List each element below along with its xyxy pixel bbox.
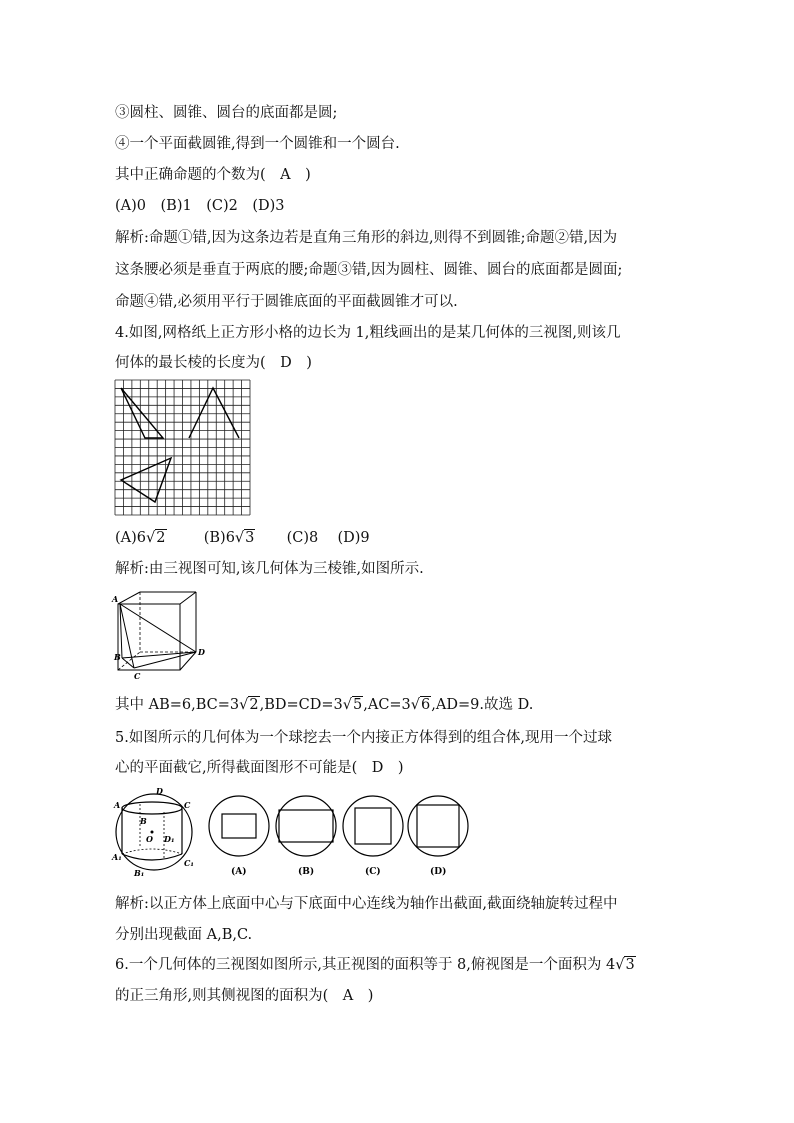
vertex-label-c1: C₁ <box>184 858 194 868</box>
center-label-o: O <box>146 834 153 844</box>
question-5-text: 心的平面截它,所得截面图形不可能是( D ) <box>115 760 404 776</box>
sqrt-sign: √2 <box>146 530 166 546</box>
section-option-figures <box>208 794 473 878</box>
cube-pyramid-figure <box>112 590 212 680</box>
explanation-line: 解析:命题①错,因为这条边若是直角三角形的斜边,则得不到圆锥;命题②错,因为 <box>115 230 618 246</box>
vertex-label-d: D <box>156 786 163 796</box>
vertex-label-a: A <box>112 594 119 604</box>
vertex-label-d: D <box>198 647 205 657</box>
explanation-line: 命题④错,必须用平行于圆锥底面的平面截圆锥才可以. <box>115 294 458 310</box>
explanation-line: 分别出现截面 A,B,C. <box>115 927 253 943</box>
explanation-line: 解析:以正方体上底面中心与下底面中心连线为轴作出截面,截面绕轴旋转过程中 <box>115 896 618 912</box>
option-label-a: (A) <box>231 867 247 877</box>
sqrt-sign: √3 <box>234 530 255 546</box>
three-view-grid-figure <box>115 380 251 516</box>
sqrt-sign: √5 <box>342 697 363 713</box>
vertex-label-a1: A₁ <box>112 852 122 862</box>
text-line: ③圆柱、圆锥、圆台的底面都是圆; <box>115 105 338 121</box>
vertex-label-b1: B₁ <box>134 868 145 878</box>
explanation-line: 解析:由三视图可知,该几何体为三棱锥,如图所示. <box>115 561 424 577</box>
answer-options: (A)0 (B)1 (C)2 (D)3 <box>115 198 285 214</box>
question-4-options <box>115 528 370 548</box>
option-b: (B)6√3 <box>203 530 255 546</box>
question-6-text: 6.一个几何体的三视图如图所示,其正视图的面积等于 8,俯视图是一个面积为 4√3 <box>115 957 635 973</box>
vertex-label-d1: D₁ <box>164 834 175 844</box>
question-4-text: 何体的最长棱的长度为( D ) <box>115 355 312 371</box>
answer-line: 其中 AB=6,BC=3√2,BD=CD=3√5,AC=3√6,AD=9.故选 D. <box>115 697 534 713</box>
sqrt-sign: √3 <box>615 957 635 973</box>
text-line: ④一个平面截圆锥,得到一个圆锥和一个圆台. <box>115 136 400 152</box>
option-c: (C)8 <box>286 530 319 546</box>
option-label-d: (D) <box>430 867 447 877</box>
sphere-cube-figure <box>112 786 202 878</box>
option-d: (D)9 <box>337 530 370 546</box>
question-5-text: 5.如图所示的几何体为一个球挖去一个内接正方体得到的组合体,现用一个过球 <box>115 730 612 746</box>
question-prompt: 其中正确命题的个数为( A ) <box>115 167 311 183</box>
vertex-label-a: A <box>114 800 121 810</box>
question-6-text: 的正三角形,则其侧视图的面积为( A ) <box>115 988 374 1004</box>
option-a: (A)6√2 <box>115 530 166 546</box>
vertex-label-b: B <box>114 652 121 662</box>
vertex-label-c: C <box>134 671 141 681</box>
question-4-text: 4.如图,网格纸上正方形小格的边长为 1,粗线画出的是某几何体的三视图,则该几 <box>115 325 621 341</box>
sqrt-sign: √6 <box>410 697 431 713</box>
vertex-label-c: C <box>184 800 191 810</box>
option-label-b: (B) <box>298 867 315 877</box>
explanation-line: 这条腰必须是垂直于两底的腰;命题③错,因为圆柱、圆锥、圆台的底面都是圆面; <box>115 262 623 278</box>
sqrt-sign: √2 <box>239 697 259 713</box>
option-label-c: (C) <box>365 867 381 877</box>
vertex-label-b: B <box>140 816 147 826</box>
